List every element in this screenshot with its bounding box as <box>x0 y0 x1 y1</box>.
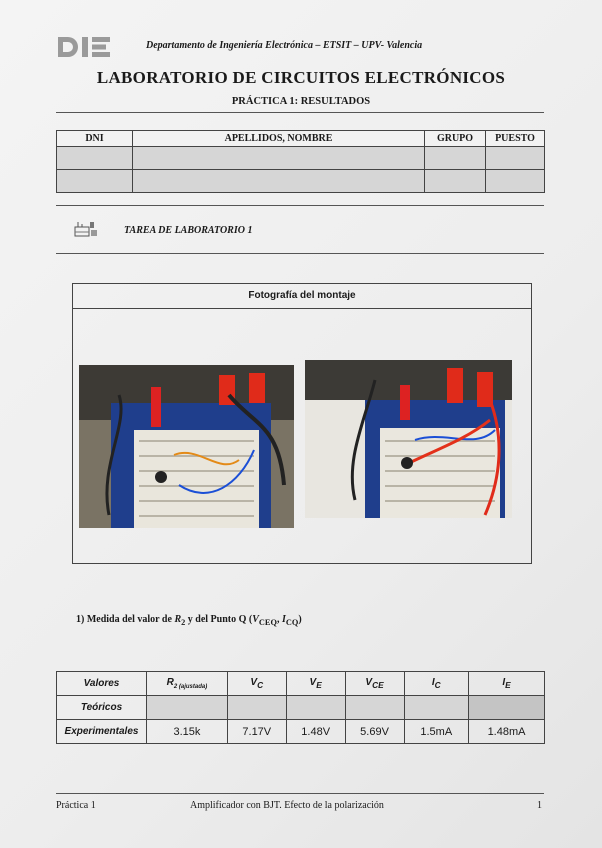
table-cell[interactable]: 3.15k <box>147 720 228 744</box>
vce-header: $V_{CE}$ <box>345 672 404 696</box>
puesto-field[interactable] <box>486 170 545 193</box>
table-cell[interactable] <box>404 696 469 720</box>
ic-header: $I_C$ <box>404 672 469 696</box>
dni-field[interactable] <box>57 170 133 193</box>
table-cell[interactable] <box>345 696 404 720</box>
table-cell[interactable]: 1.48mA <box>469 720 545 744</box>
table-row <box>57 696 545 720</box>
page-subtitle: PRÁCTICA 1: RESULTADOS <box>231 96 371 107</box>
footer-practice: Práctica 1 <box>56 800 96 811</box>
lab-task-title: TAREA DE LABORATORIO 1 <box>124 225 253 236</box>
die-logo <box>56 34 114 60</box>
section-1-heading: 1) Medida del valor de $R_2$ y del Punto Q ($V_{CEQ}$, $I_{CQ}$) <box>76 614 302 627</box>
puesto-field[interactable] <box>486 147 545 170</box>
table-row <box>57 147 545 170</box>
table-header-row <box>57 672 545 696</box>
col-grupo: GRUPO <box>425 131 486 147</box>
grupo-field[interactable] <box>425 147 486 170</box>
divider <box>56 112 544 113</box>
table-cell[interactable]: 7.17V <box>227 720 286 744</box>
experimentales-label: Experimentales <box>57 720 147 744</box>
page-number: 1 <box>537 800 542 811</box>
divider <box>56 253 544 254</box>
table-cell[interactable] <box>147 696 228 720</box>
table-row <box>57 720 545 744</box>
teoricos-label: Teóricos <box>57 696 147 720</box>
lab-task-icon <box>74 220 100 238</box>
circuit-photo-right <box>305 360 512 518</box>
photo-box-title: Fotografía del montaje <box>73 284 531 309</box>
ie-header: $I_E$ <box>469 672 545 696</box>
page-title: LABORATORIO DE CIRCUITOS ELECTRÓNICOS <box>96 68 506 87</box>
table-cell[interactable] <box>227 696 286 720</box>
table-cell[interactable]: 1.5mA <box>404 720 469 744</box>
table-row <box>57 170 545 193</box>
dni-field[interactable] <box>57 147 133 170</box>
name-field[interactable] <box>133 170 425 193</box>
table-cell[interactable]: 5.69V <box>345 720 404 744</box>
ve-header: $V_E$ <box>286 672 345 696</box>
circuit-photo-left <box>79 365 294 528</box>
valores-header: Valores <box>57 672 147 696</box>
department-name: Departamento de Ingeniería Electrónica – ETSIT – UPV- Valencia <box>146 40 423 51</box>
col-apellidos-nombre: APELLIDOS, NOMBRE <box>133 131 425 147</box>
col-puesto: PUESTO <box>486 131 545 147</box>
vc-header: $V_C$ <box>227 672 286 696</box>
name-field[interactable] <box>133 147 425 170</box>
student-id-table <box>56 130 545 193</box>
r2-header: $R_{2 (ajustada)}$ <box>147 672 228 696</box>
footer-title: Amplificador con BJT. Efecto de la polarización <box>190 800 384 811</box>
grupo-field[interactable] <box>425 170 486 193</box>
divider <box>56 793 544 794</box>
divider <box>56 205 544 206</box>
table-cell[interactable] <box>469 696 545 720</box>
values-table <box>56 671 545 744</box>
table-cell[interactable] <box>286 696 345 720</box>
col-dni: DNI <box>57 131 133 147</box>
table-cell[interactable]: 1.48V <box>286 720 345 744</box>
